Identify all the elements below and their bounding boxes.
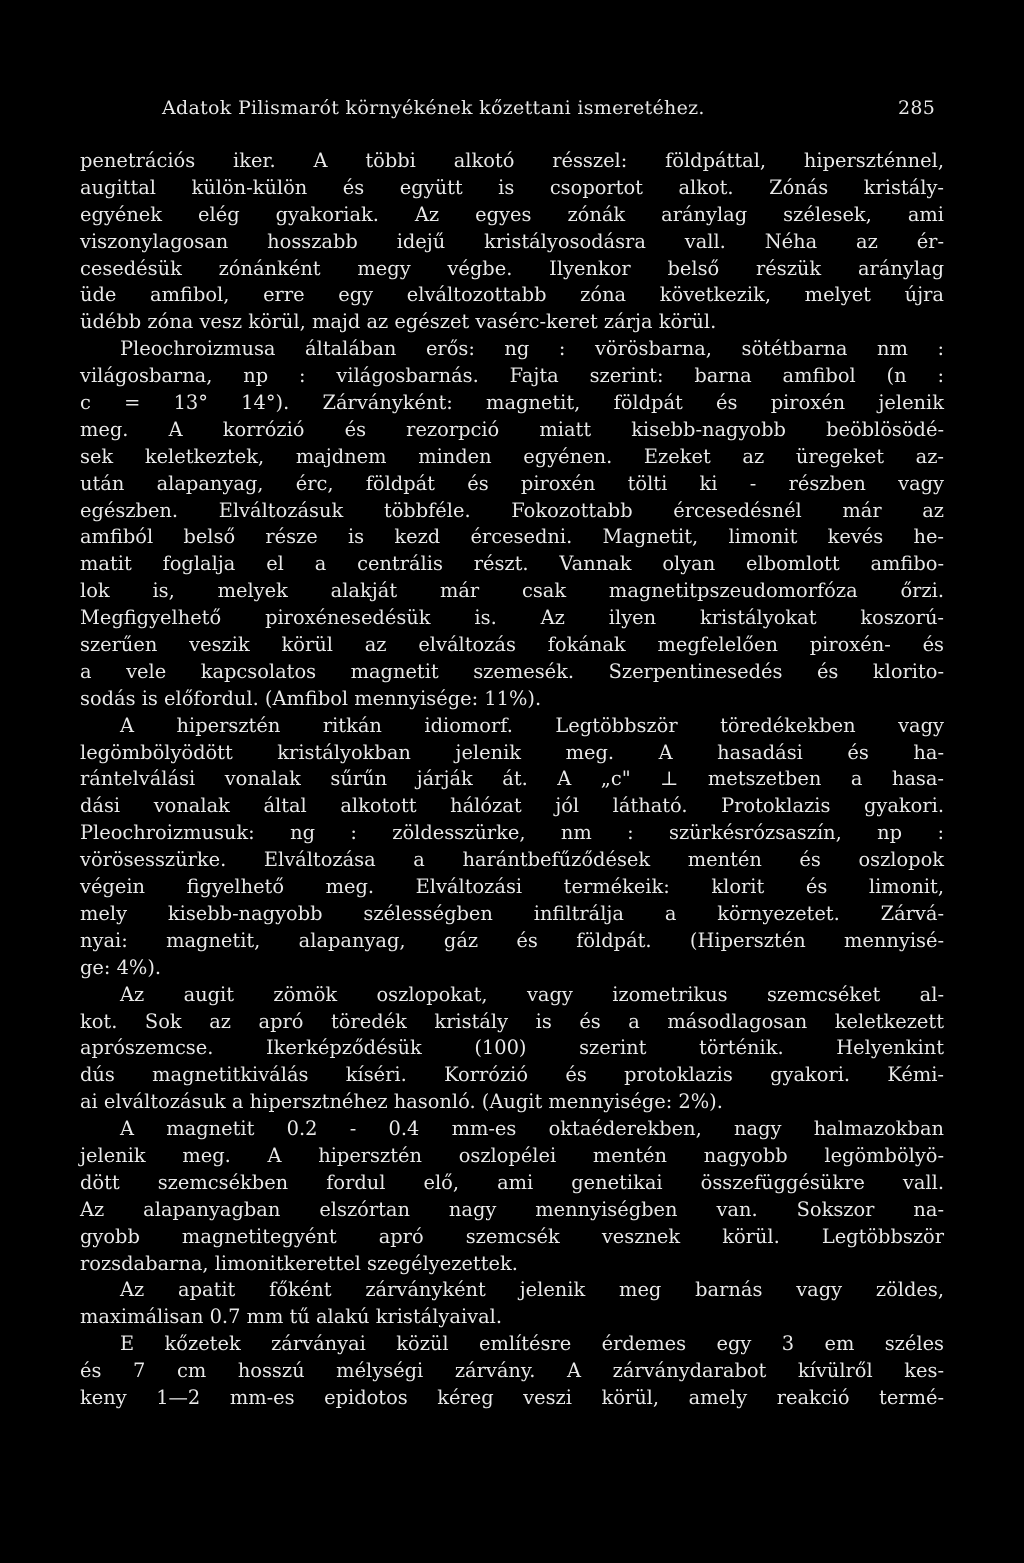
text-line: legömbölyödött kristályokban jelenik meg. A hasadási és ha-: [80, 740, 944, 764]
text-line: mely kisebb-nagyobb szélességben infiltrálja a környezetet. Zárvá-: [80, 901, 944, 925]
text-line: cesedésük zónánként megy végbe. Ilyenkor belső részük aránylag: [80, 256, 944, 280]
text-line: kot. Sok az apró töredék kristály is és a másodlagosan keletkezett: [80, 1009, 944, 1033]
running-title: Adatok Pilismarót környékének kőzettani ismeretéhez.: [162, 97, 705, 119]
text-line: üde amfibol, erre egy elváltozottabb zóna következik, melyet újra: [80, 283, 944, 307]
text-line: Az alapanyagban elszórtan nagy mennyiségben van. Sokszor na-: [80, 1197, 944, 1221]
text-line: viszonylagosan hosszabb idejű kristályosodásra vall. Néha az ér-: [80, 229, 944, 253]
text-line: Pleochroizmusuk: ng : zöldesszürke, nm : szürkésrózsaszín, np :: [80, 821, 944, 845]
text-line: keny 1—2 mm-es epidotos kéreg veszi körül, amely reakció termé-: [80, 1385, 944, 1409]
text-line: lok is, melyek alakját már csak magnetitpszeudomorfóza őrzi.: [80, 579, 944, 603]
text-line: ge: 4%).: [80, 955, 162, 979]
text-line: dött szemcsékben fordul elő, ami genetikai összefüggésükre vall.: [80, 1170, 944, 1194]
text-line: augittal külön-külön és együtt is csoportot alkot. Zónás kristály-: [80, 175, 944, 199]
text-line: A magnetit 0.2 - 0.4 mm-es oktaéderekben, nagy halmazokban: [120, 1117, 944, 1141]
text-line: és 7 cm hosszú mélységi zárvány. A zárványdarabot kívülről kes-: [80, 1359, 944, 1383]
body-text: [80, 148, 944, 1412]
text-line: sodás is előfordul. (Amfibol mennyisége: 11%).: [80, 686, 542, 710]
text-line: egyének elég gyakoriak. Az egyes zónák aránylag szélesek, ami: [80, 202, 944, 226]
text-line: E kőzetek zárványai közül említésre érdemes egy 3 em széles: [120, 1332, 944, 1356]
text-line: után alapanyag, érc, földpát és piroxén tölti ki - részben vagy: [80, 471, 944, 495]
text-line: Az apatit főként zárványként jelenik meg barnás vagy zöldes,: [120, 1278, 944, 1302]
text-line: rozsdabarna, limonitkerettel szegélyezettek.: [80, 1251, 518, 1275]
text-line: matit foglalja el a centrális részt. Vannak olyan elbomlott amfibo-: [80, 552, 944, 576]
text-line: üdébb zóna vesz körül, majd az egészet vasérc-keret zárja körül.: [80, 310, 717, 334]
text-line: jelenik meg. A hipersztén oszlopélei mentén nagyobb legömbölyö-: [80, 1143, 944, 1167]
text-line: Pleochroizmusa általában erős: ng : vörösbarna, sötétbarna nm :: [120, 337, 944, 361]
text-line: amfiból belső része is kezd ércesedni. Magnetit, limonit kevés he-: [80, 525, 944, 549]
text-line: c = 13° 14°). Zárványként: magnetit, földpát és piroxén jelenik: [80, 391, 944, 415]
text-line: egészben. Elváltozásuk többféle. Fokozottabb ércesedésnél már az: [80, 498, 944, 522]
text-line: gyobb magnetitegyént apró szemcsék vesznek körül. Legtöbbször: [80, 1224, 944, 1248]
page-header: [0, 97, 1024, 127]
text-line: dási vonalak által alkotott hálózat jól látható. Protoklazis gyakori.: [80, 794, 944, 818]
text-line: A hipersztén ritkán idiomorf. Legtöbbször töredékekben vagy: [120, 713, 944, 737]
text-line: aprószemcse. Ikerképződésük (100) szerint történik. Helyenkint: [80, 1036, 944, 1060]
text-line: sek keletkeztek, majdnem minden egyénen. Ezeket az üregeket az-: [80, 444, 944, 468]
text-line: meg. A korrózió és rezorpció miatt kisebb-nagyobb beöblösödé-: [80, 417, 944, 441]
text-line: szerűen veszik körül az elváltozás fokának megfelelően piroxén- és: [80, 633, 944, 657]
text-line: rántelválási vonalak sűrűn járják át. A „c" ⊥ metszetben a hasa-: [80, 767, 944, 791]
text-line: penetrációs iker. A többi alkotó résszel: földpáttal, hiperszténnel,: [80, 149, 944, 172]
text-line: Az augit zömök oszlopokat, vagy izometrikus szemcséket al-: [120, 982, 944, 1006]
page-number: 285: [898, 97, 936, 119]
text-line: Megfigyelhető piroxénesedésük is. Az ilyen kristályokat koszorú-: [80, 606, 944, 630]
text-line: világosbarna, np : világosbarnás. Fajta szerint: barna amfibol (n :: [80, 364, 944, 388]
text-line: ai elváltozásuk a hipersztnéhez hasonló. (Augit mennyisége: 2%).: [80, 1090, 723, 1114]
text-line: dús magnetitkiválás kíséri. Korrózió és protoklazis gyakori. Kémi-: [80, 1063, 944, 1087]
text-line: maximálisan 0.7 mm tű alakú kristályaival.: [80, 1305, 503, 1329]
text-line: a vele kapcsolatos magnetit szemesék. Szerpentinesedés és klorito-: [80, 659, 944, 683]
text-line: vörösesszürke. Elváltozása a harántbefűződések mentén és oszlopok: [80, 848, 944, 872]
text-line: nyai: magnetit, alapanyag, gáz és földpát. (Hipersztén mennyisé-: [80, 928, 944, 952]
text-line: végein figyelhető meg. Elváltozási termékeik: klorit és limonit,: [80, 875, 944, 899]
